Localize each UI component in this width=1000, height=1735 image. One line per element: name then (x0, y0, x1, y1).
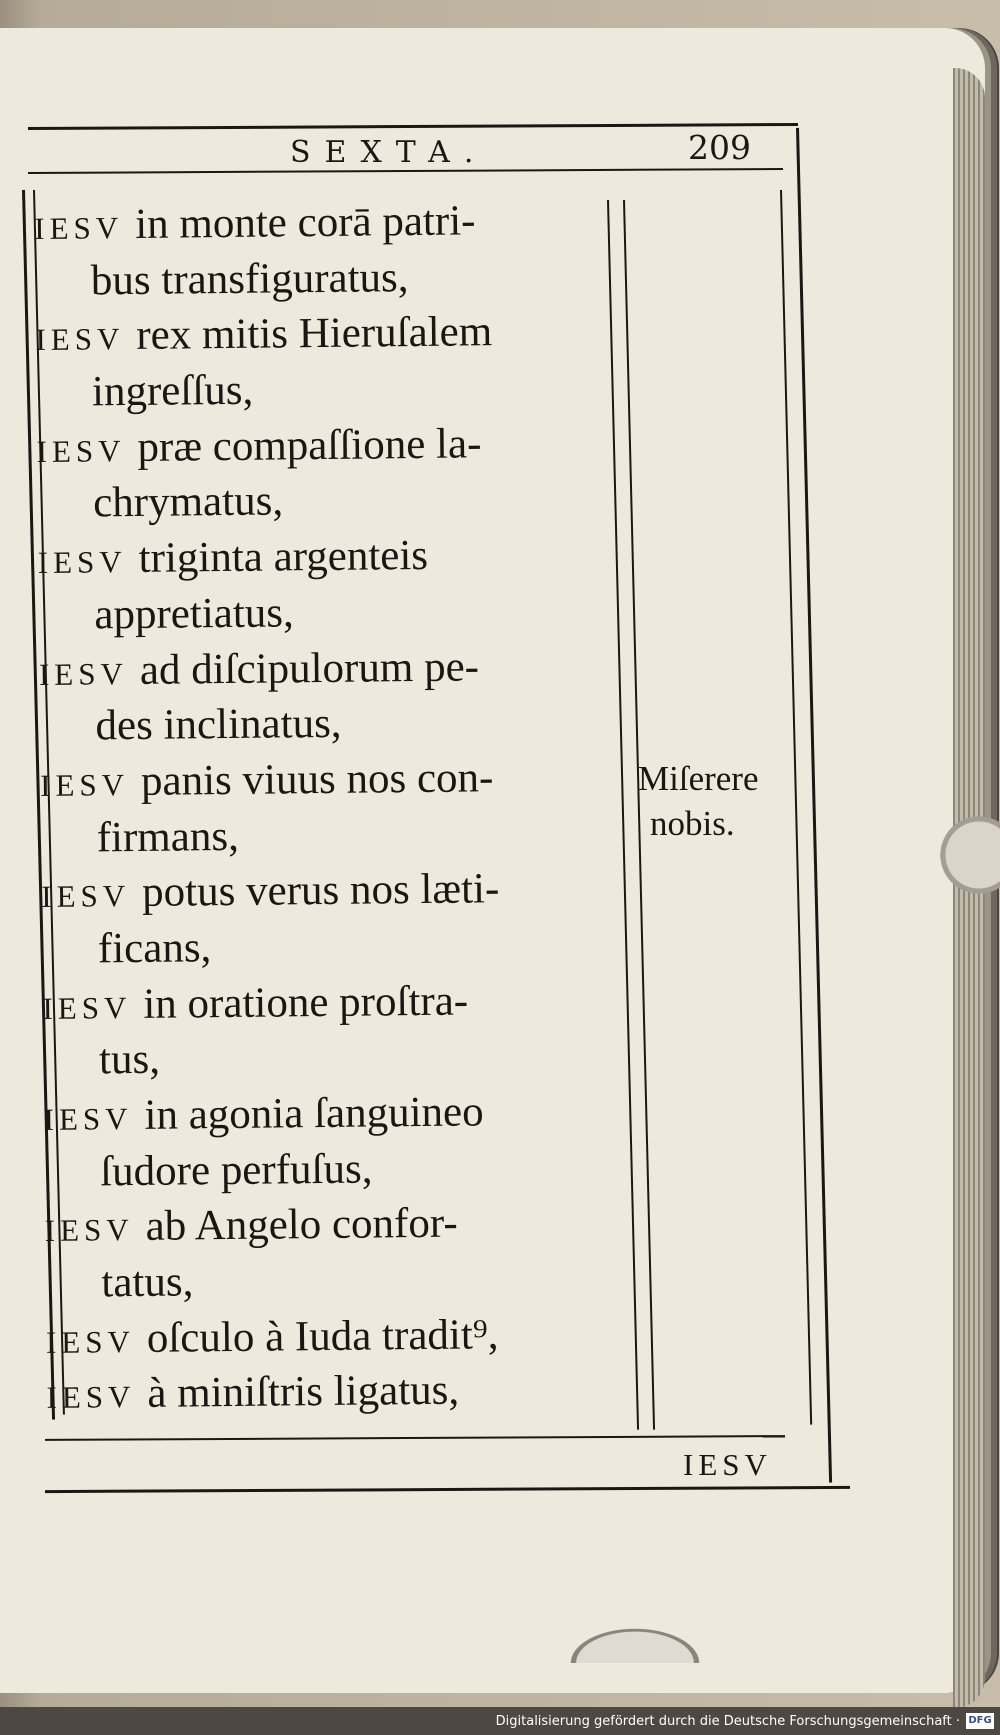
verse-prefix: IESV (43, 1101, 133, 1137)
verse-line (46, 1305, 647, 1367)
verse-text: ficans, (97, 924, 212, 973)
verse-line (42, 916, 643, 978)
verse-text: in agonia ſanguineo (144, 1088, 484, 1139)
verse-text: des inclinatus, (95, 699, 342, 750)
verse-text: à miniſtris ligatus, (147, 1367, 460, 1418)
verse-prefix: IESV (37, 544, 127, 581)
bottom-clip (560, 1623, 710, 1663)
verse-line (42, 971, 643, 1033)
verse-line (37, 470, 638, 532)
verse-text: ad diſcipulorum pe- (139, 642, 480, 694)
verse-line (39, 637, 640, 699)
refrain-line-1: Miſerere (638, 759, 759, 798)
verse-text: ſudore perfuſus, (99, 1145, 373, 1196)
refrain (638, 756, 758, 846)
verse-line (40, 749, 641, 811)
verse-text: ingreſſus, (91, 366, 254, 416)
verse-line (36, 414, 637, 476)
verse-text: firmans, (96, 812, 240, 861)
running-head-title: SEXTA. (290, 135, 488, 170)
page-clip (930, 800, 1000, 910)
dfg-logo: DFG (966, 1713, 994, 1729)
verse-prefix: IESV (35, 321, 125, 358)
catchword: IESV (683, 1447, 772, 1482)
verse-line (34, 192, 635, 254)
verse-prefix: IESV (39, 766, 130, 803)
verse-text: appretiatus, (94, 589, 295, 639)
digitization-footer (0, 1707, 1000, 1735)
page-number: 209 (688, 128, 751, 167)
verse-line (44, 1194, 645, 1256)
verse-line (40, 804, 641, 866)
verse-line (35, 303, 636, 365)
verse-line (46, 1361, 647, 1423)
verse-prefix: IESV (38, 655, 129, 692)
verse-text: tatus, (101, 1258, 194, 1307)
verse-prefix: IESV (46, 1379, 136, 1416)
verse-line (44, 1138, 645, 1200)
footer-credit: Digitalisierung gefördert durch die Deutsche Forschungsgemeinschaft · (495, 1714, 960, 1729)
verse-prefix: IESV (44, 1212, 134, 1249)
verse-text: præ compaſſione la- (137, 420, 482, 471)
verse-text: potus verus nos læti- (141, 865, 500, 917)
verse-prefix: IESV (45, 1323, 136, 1360)
verse-line (45, 1250, 646, 1312)
verse-text: panis viuus nos con- (140, 754, 494, 805)
verse-text: tus, (98, 1036, 161, 1084)
verse-line (38, 582, 639, 644)
verse-text: in oratione proſtra- (143, 977, 469, 1028)
verse-line (43, 1027, 644, 1089)
verse-text: rex mitis Hieruſalem (136, 308, 493, 360)
verse-line (37, 526, 638, 588)
verse-text: triginta argenteis (138, 532, 429, 583)
verse-line (36, 359, 637, 421)
verse-text: oſculo à Iuda tradit⁹, (146, 1310, 499, 1362)
verse-prefix: IESV (36, 432, 126, 469)
litany-verses (34, 192, 647, 1423)
verse-text: ab Angelo confor- (145, 1199, 458, 1251)
verse-line (41, 860, 642, 922)
verse-line (43, 1083, 644, 1145)
verse-prefix: IESV (41, 878, 131, 915)
refrain-line-2: nobis. (650, 804, 735, 843)
verse-prefix: IESV (42, 989, 132, 1026)
verse-prefix: IESV (34, 210, 124, 246)
verse-text: chrymatus, (92, 477, 284, 527)
verse-line (39, 693, 640, 755)
verse-line (35, 247, 636, 309)
verse-text: bus transfiguratus, (90, 253, 409, 305)
verse-text: in monte corā patri- (134, 197, 476, 248)
